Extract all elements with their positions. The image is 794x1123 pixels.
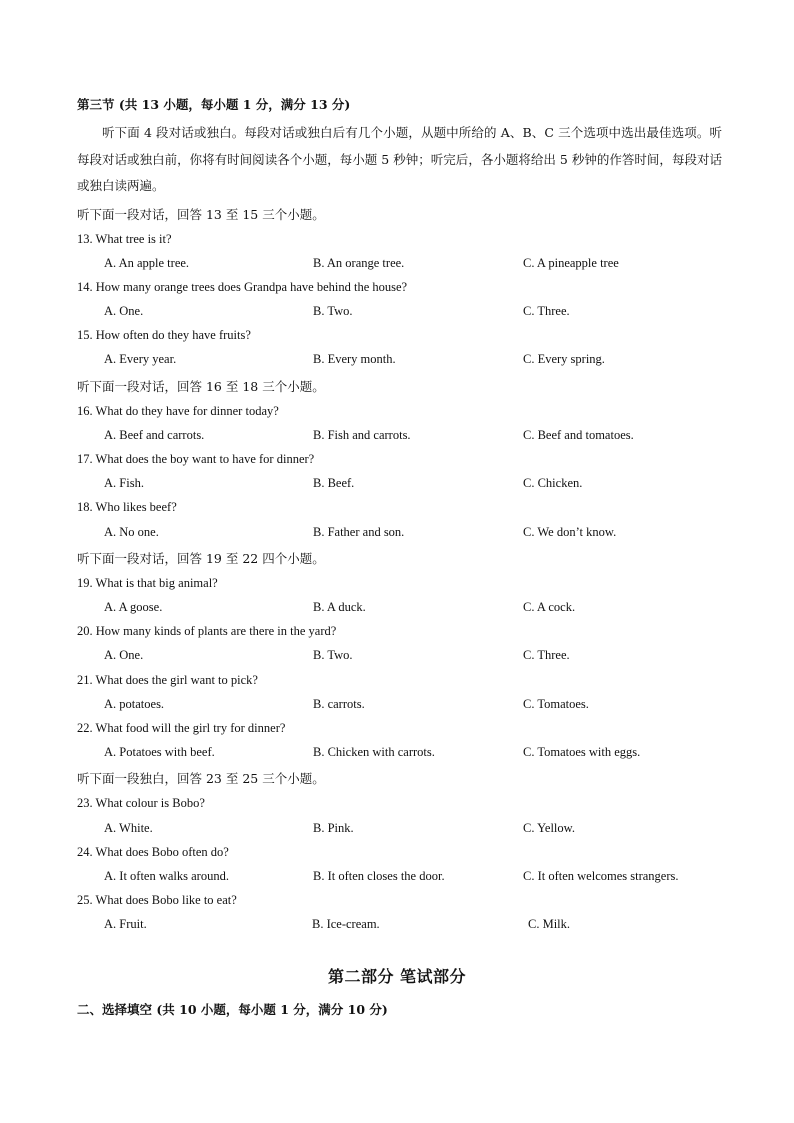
listening-group-header: 听下面一段对话，回答 16 至 18 三个小题。 xyxy=(77,379,325,394)
option-16-c: C. Beef and tomatoes. xyxy=(523,428,634,442)
option-15-a: A. Every year. xyxy=(104,352,177,366)
option-20-b: B. Two. xyxy=(313,648,353,662)
option-24-a: A. It often walks around. xyxy=(104,869,229,883)
option-19-a: A. A goose. xyxy=(104,600,163,614)
option-15-b: B. Every month. xyxy=(313,352,396,366)
option-13-c: C. A pineapple tree xyxy=(523,256,619,270)
option-22-c: C. Tomatoes with eggs. xyxy=(523,745,641,759)
question-20: 20. How many kinds of plants are there in the yard? xyxy=(77,624,337,638)
option-24-b: B. It often closes the door. xyxy=(313,869,445,883)
question-15: 15. How often do they have fruits? xyxy=(77,328,251,342)
question-22: 22. What food will the girl try for dinner? xyxy=(77,721,286,735)
option-19-b: B. A duck. xyxy=(313,600,366,614)
option-13-b: B. An orange tree. xyxy=(313,256,405,270)
option-17-b: B. Beef. xyxy=(313,476,355,490)
option-25-a: A. Fruit. xyxy=(104,917,147,931)
option-24-c: C. It often welcomes strangers. xyxy=(523,869,679,883)
option-25-c: C. Milk. xyxy=(528,917,571,931)
option-21-b: B. carrots. xyxy=(313,697,365,711)
question-14: 14. How many orange trees does Grandpa have behind the house? xyxy=(77,280,408,294)
option-23-b: B. Pink. xyxy=(313,821,354,835)
option-16-b: B. Fish and carrots. xyxy=(313,428,411,442)
question-13: 13. What tree is it? xyxy=(77,232,172,246)
option-15-c: C. Every spring. xyxy=(523,352,605,366)
option-21-c: C. Tomatoes. xyxy=(523,697,589,711)
section-heading: 第三节 (共 13 小题，每小题 1 分，满分 13 分) xyxy=(77,97,351,112)
option-20-a: A. One. xyxy=(104,648,144,662)
option-22-b: B. Chicken with carrots. xyxy=(313,745,435,759)
question-19: 19. What is that big animal? xyxy=(77,576,218,590)
option-18-c: C. We don’t know. xyxy=(523,525,617,539)
option-21-a: A. potatoes. xyxy=(104,697,165,711)
option-14-b: B. Two. xyxy=(313,304,353,318)
listening-group-header: 听下面一段独白，回答 23 至 25 三个小题。 xyxy=(77,771,325,786)
option-22-a: A. Potatoes with beef. xyxy=(104,745,215,759)
option-20-c: C. Three. xyxy=(523,648,570,662)
question-21: 21. What does the girl want to pick? xyxy=(77,673,258,687)
option-19-c: C. A cock. xyxy=(523,600,576,614)
question-18: 18. Who likes beef? xyxy=(77,500,177,514)
listening-group-header: 听下面一段对话，回答 13 至 15 三个小题。 xyxy=(77,207,325,222)
question-25: 25. What does Bobo like to eat? xyxy=(77,893,237,907)
question-17: 17. What does the boy want to have for dinner? xyxy=(77,452,315,466)
option-18-b: B. Father and son. xyxy=(313,525,405,539)
option-17-c: C. Chicken. xyxy=(523,476,583,490)
question-24: 24. What does Bobo often do? xyxy=(77,845,229,859)
option-23-c: C. Yellow. xyxy=(523,821,575,835)
question-23: 23. What colour is Bobo? xyxy=(77,796,205,810)
question-16: 16. What do they have for dinner today? xyxy=(77,404,279,418)
listening-group-header: 听下面一段对话，回答 19 至 22 四个小题。 xyxy=(77,551,325,566)
option-25-b: B. Ice-cream. xyxy=(312,917,380,931)
option-14-c: C. Three. xyxy=(523,304,570,318)
option-14-a: A. One. xyxy=(104,304,144,318)
option-13-a: A. An apple tree. xyxy=(104,256,190,270)
part-two-subheading: 二、选择填空 (共 10 小题，每小题 1 分，满分 10 分) xyxy=(77,1002,388,1017)
section-instructions: 听下面 4 段对话或独白。每段对话或独白后有几个小题，从题中所给的 A、B、C 三个选项中选出最佳选项。听每段对话或独白前，你将有时间阅读各个小题，每小题 5 秒钟；听完后，各小题将给出 5 秒钟的作答时间，每段对话或独白读两遍。 xyxy=(77,125,722,193)
option-18-a: A. No one. xyxy=(104,525,159,539)
option-16-a: A. Beef and carrots. xyxy=(104,428,205,442)
option-17-a: A. Fish. xyxy=(104,476,144,490)
part-two-title: 第二部分 笔试部分 xyxy=(327,967,467,986)
option-23-a: A. White. xyxy=(104,821,153,835)
